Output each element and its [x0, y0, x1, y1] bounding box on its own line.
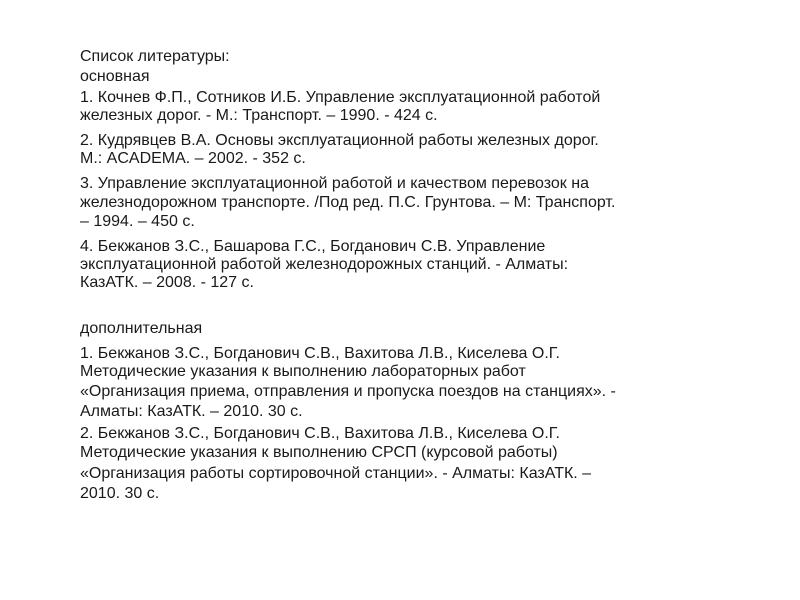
main-entry-3-line-3: – 1994. – 450 с. — [80, 213, 195, 230]
additional-entry-1-line-2: Методические указания к выполнению лабораторных работ — [80, 363, 526, 380]
additional-entry-2-line-1: 2. Бекжанов З.С., Богданович С.В., Вахитова Л.В., Киселева О.Г. — [80, 425, 560, 442]
main-entry-1-line-1: 1. Кочнев Ф.П., Сотников И.Б. Управление эксплуатационной работой — [80, 89, 601, 106]
additional-entry-2-line-2: Методические указания к выполнению СРСП (курсовой работы) — [80, 444, 558, 461]
main-entry-3-line-1: 3. Управление эксплуатационной работой и качеством перевозок на — [80, 175, 589, 192]
section-heading-main: основная — [80, 68, 150, 85]
section-heading-additional: дополнительная — [80, 320, 203, 337]
additional-entry-2-line-3: «Организация работы сортировочной станции». - Алматы: КазАТК. – — [80, 465, 592, 482]
main-entry-4-line-3: КазАТК. – 2008. - 127 с. — [80, 274, 254, 291]
main-entry-2-line-1: 2. Кудрявцев В.А. Основы эксплуатационной работы железных дорог. — [80, 132, 599, 149]
additional-entry-1-line-4: Алматы: КазАТК. – 2010. 30 с. — [80, 403, 303, 420]
main-entry-3-line-2: железнодорожном транспорте. /Под ред. П.С. Грунтова. – М: Транспорт. — [80, 194, 616, 211]
main-entry-1-line-2: железных дорог. - М.: Транспорт. – 1990. - 424 с. — [80, 107, 438, 124]
main-entry-2-line-2: М.: ACADEMA. – 2002. - 352 с. — [80, 150, 306, 167]
main-entry-4-line-1: 4. Бекжанов З.С., Башарова Г.С., Богданович С.В. Управление — [80, 238, 546, 255]
document-title: Список литературы: — [80, 48, 230, 65]
additional-entry-2-line-4: 2010. 30 с. — [80, 485, 160, 502]
main-entry-4-line-2: эксплуатационной работой железнодорожных станций. - Алматы: — [80, 256, 569, 273]
additional-entry-1-line-1: 1. Бекжанов З.С., Богданович С.В., Вахитова Л.В., Киселева О.Г. — [80, 345, 560, 362]
additional-entry-1-line-3: «Организация приема, отправления и пропуска поездов на станциях». - — [80, 383, 616, 400]
